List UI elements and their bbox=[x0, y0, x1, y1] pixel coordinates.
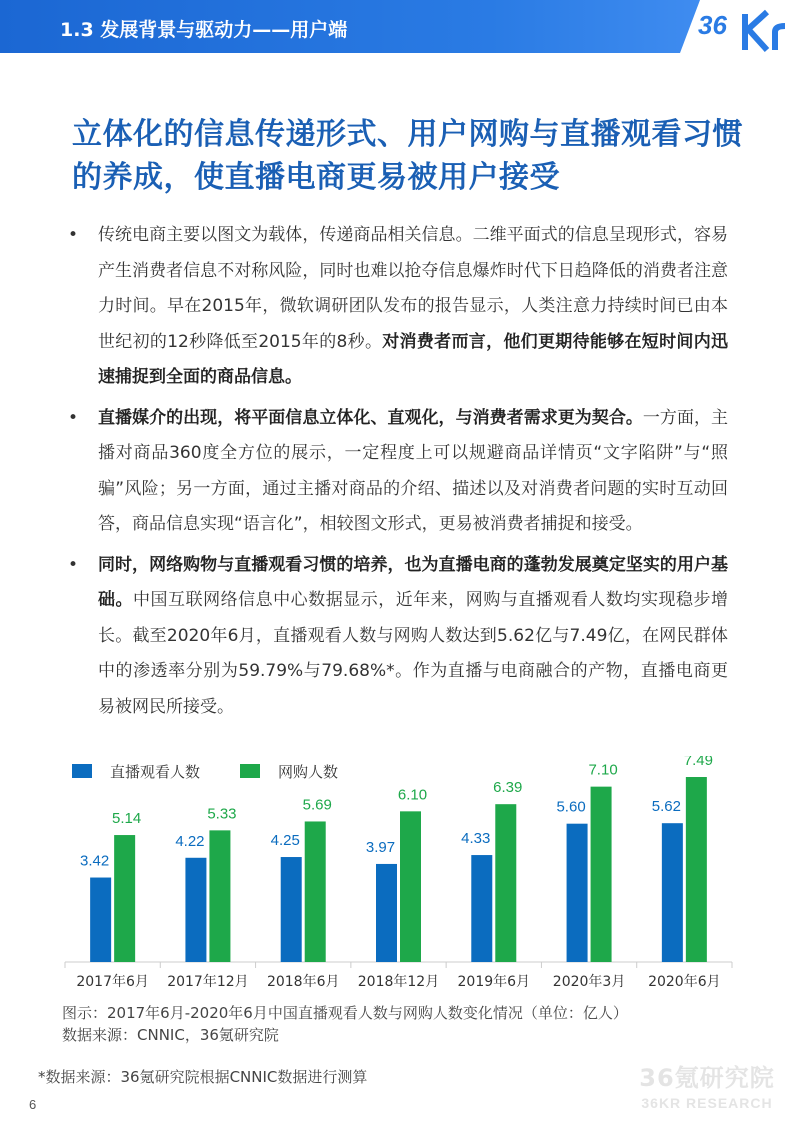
data-label: 6.39 bbox=[493, 779, 523, 797]
watermark bbox=[632, 1058, 782, 1111]
caption-source: 数据来源：CNNIC，36氪研究院 bbox=[62, 1026, 279, 1044]
bullet-dot-icon: • bbox=[68, 554, 79, 575]
data-label: 3.97 bbox=[365, 838, 396, 856]
bullet-emphasis: 直播媒介的出现，将平面信息立体化、直观化，与消费者需求更为契合。 bbox=[98, 407, 643, 428]
bullet-dot-icon: • bbox=[68, 225, 79, 245]
bar-chart bbox=[60, 756, 740, 1006]
bar-online-shoppers bbox=[686, 777, 707, 962]
bullet-dot-icon: • bbox=[68, 407, 79, 428]
bar-online-shoppers bbox=[495, 804, 516, 962]
bar-online-shoppers bbox=[305, 821, 326, 962]
bullet-emphasis: 对消费者而言，他们更期待能够在短时间内迅速捕捉到全面的商品信息。 bbox=[98, 331, 728, 387]
legend-label-1: 网购人数 bbox=[278, 763, 339, 781]
bar-live-viewers bbox=[662, 823, 683, 962]
bar-live-viewers bbox=[90, 878, 111, 962]
data-label: 7.10 bbox=[588, 761, 618, 779]
bullet-text: 一方面，主播对商品360度全方位的展示，一定程度上可以规避商品详情页“文字陷阱”与“照骗”风险；另一方面，通过主播对商品的介绍、描述以及对消费者问题的实时互动回答，商品信息实现“语言化”，相较图文形式，更易被消费者捕捉和接受。 bbox=[98, 407, 729, 534]
bullet-item bbox=[68, 218, 728, 396]
x-tick-label: 2020年6月 bbox=[648, 974, 721, 990]
watermark-en: 36KR RESEARCH bbox=[641, 1095, 773, 1111]
legend-swatch-1 bbox=[240, 764, 260, 778]
bar-live-viewers bbox=[376, 864, 397, 962]
bar-online-shoppers bbox=[209, 830, 230, 962]
page-headline: 立体化的信息传递形式、用户网购与直播观看习惯的养成，使直播电商更易被用户接受 bbox=[72, 117, 743, 195]
x-tick-label: 2017年6月 bbox=[76, 974, 149, 990]
bar-live-viewers bbox=[567, 824, 588, 962]
svg-text:36: 36 bbox=[698, 10, 727, 40]
bar-online-shoppers bbox=[114, 835, 135, 962]
page-number: 6 bbox=[29, 1097, 37, 1112]
footnote: *数据来源：36氪研究院根据CNNIC数据进行测算 bbox=[38, 1068, 368, 1086]
data-label: 6.10 bbox=[397, 786, 428, 804]
chart-caption bbox=[62, 1002, 752, 1046]
bar-chart-svg bbox=[60, 756, 740, 1006]
legend-label-0: 直播观看人数 bbox=[110, 763, 201, 781]
bar-online-shoppers bbox=[591, 787, 612, 962]
section-title: 1.3 发展背景与驱动力——用户端 bbox=[60, 19, 348, 41]
data-label: 5.69 bbox=[302, 796, 332, 814]
x-tick-label: 2017年12月 bbox=[167, 974, 249, 990]
bar-live-viewers bbox=[471, 855, 492, 962]
data-label: 5.33 bbox=[207, 805, 237, 823]
x-tick-label: 2019年6月 bbox=[457, 974, 531, 990]
bullet-text: 中国互联网络信息中心数据显示，近年来，网购与直播观看人数均实现稳步增长。截至2020年6月，直播观看人数与网购人数达到5.62亿与7.49亿，在网民群体中的渗透率分别为59.79%与79.68%*。作为直播与电商融合的产物，直播电商更易被网民所接受。 bbox=[98, 590, 729, 717]
data-label: 5.62 bbox=[651, 798, 681, 816]
bullet-emphasis: 同时，网络购物与直播观看习惯的培养，也为直播电商的蓬勃发展奠定坚实的用户基础。 bbox=[98, 554, 728, 610]
legend-swatch-0 bbox=[72, 764, 92, 778]
data-label: 4.25 bbox=[270, 832, 300, 850]
bullet-list bbox=[68, 218, 728, 730]
x-tick-label: 2020年3月 bbox=[552, 974, 626, 990]
bullet-item bbox=[68, 548, 728, 726]
watermark-cn: 36氪研究院 bbox=[639, 1064, 775, 1092]
x-tick-label: 2018年6月 bbox=[266, 974, 340, 990]
data-label: 4.22 bbox=[175, 832, 205, 850]
bar-live-viewers bbox=[185, 858, 206, 962]
data-label: 4.33 bbox=[461, 830, 491, 848]
bullet-text: 传统电商主要以图文为载体，传递商品相关信息。二维平面式的信息呈现形式，容易产生消费者信息不对称风险，同时也难以抢夺信息爆炸时代下日趋降低的消费者注意力时间。早在2015年，微软调研团队发布的报告显示，人类注意力持续时间已由本世纪初的12秒降低至2015年的8秒。 bbox=[98, 225, 728, 352]
x-tick-label: 2018年12月 bbox=[357, 974, 440, 990]
data-label: 7.49 bbox=[683, 756, 713, 770]
data-label: 5.60 bbox=[556, 798, 586, 816]
caption-title: 图示：2017年6月-2020年6月中国直播观看人数与网购人数变化情况（单位：亿人） bbox=[62, 1004, 628, 1022]
bullet-item bbox=[68, 401, 728, 543]
bar-live-viewers bbox=[281, 857, 302, 962]
bar-online-shoppers bbox=[400, 811, 421, 962]
36kr-logo-icon bbox=[693, 2, 793, 52]
data-label: 5.14 bbox=[112, 810, 142, 828]
data-label: 3.42 bbox=[80, 852, 110, 870]
